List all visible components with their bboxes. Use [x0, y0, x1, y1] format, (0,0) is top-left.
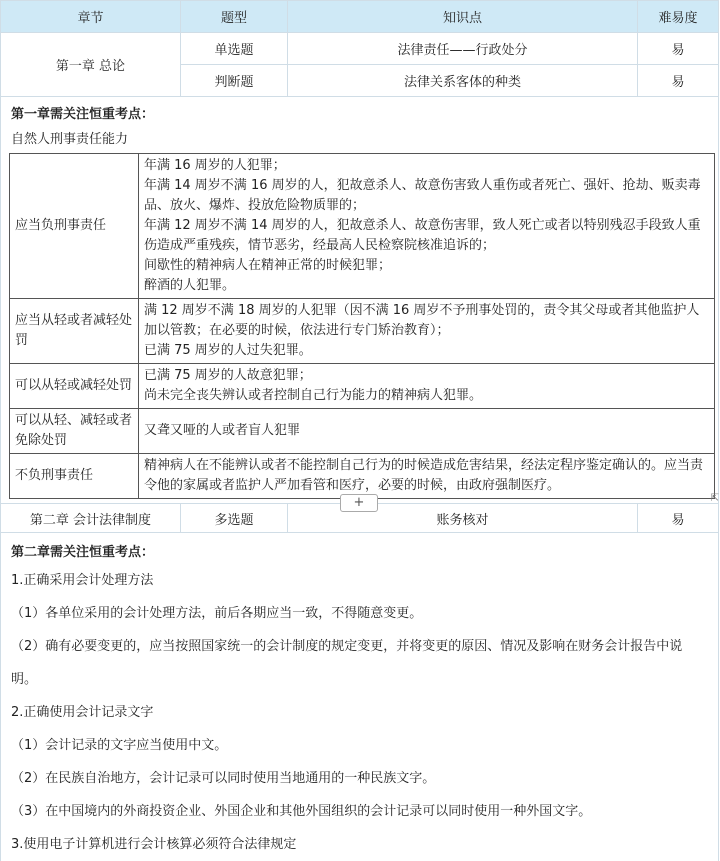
chapter2-notes: [1, 533, 719, 861]
row-level: 易: [638, 33, 719, 65]
liability-line: 满 12 周岁不满 18 周岁的人犯罪（因不满 16 周岁不予刑事处罚的，责令其父母或者其他监护人加以管教；在必要的时候，依法进行专门矫治教育）；: [144, 301, 709, 341]
row-level: 易: [638, 504, 719, 533]
liability-line: 尚未完全丧失辨认或者控制自己行为能力的精神病人犯罪。: [144, 386, 709, 406]
liability-line: 精神病人在不能辨认或者不能控制自己行为的时候造成危害结果，经法定程序鉴定确认的。应当责令他的家属或者监护人严加看管和医疗，必要的时候，由政府强制医疗。: [144, 456, 709, 496]
row-level: 易: [638, 65, 719, 97]
row-point: 法律关系客体的种类: [288, 65, 638, 97]
liability-line: 间歇性的精神病人在精神正常的时候犯罪；: [144, 256, 709, 276]
add-row-button[interactable]: +: [340, 494, 378, 512]
liability-row: [10, 454, 715, 499]
liability-key: 应当负刑事责任: [10, 154, 139, 299]
row-point: 法律责任——行政处分: [288, 33, 638, 65]
table-row: [1, 33, 719, 65]
chapter2-paragraph: （2）确有必要变更的，应当按照国家统一的会计制度的规定变更，并将变更的原因、情况及影响在财务会计报告中说明。: [1, 630, 718, 696]
table-header-row: [1, 1, 719, 33]
header-type: 题型: [181, 1, 288, 33]
chapter1-focus-title: 第一章需关注恒重考点：: [1, 97, 718, 126]
header-level: 难易度: [638, 1, 719, 33]
row-type: 多选题: [181, 504, 288, 533]
liability-desc: [139, 364, 715, 409]
chapter2-name: 第二章 会计法律制度: [1, 504, 181, 533]
liability-line: 已满 75 周岁的人故意犯罪；: [144, 366, 709, 386]
chapter2-paragraph: 1.正确采用会计处理方法: [1, 564, 718, 597]
liability-line: 已满 75 周岁的人过失犯罪。: [144, 341, 709, 361]
liability-desc: [139, 409, 715, 454]
row-type: 单选题: [181, 33, 288, 65]
header-point: 知识点: [288, 1, 638, 33]
liability-key: 应当从轻或者减轻处罚: [10, 299, 139, 364]
chapter2-paragraph: （1）各单位采用的会计处理方法，前后各期应当一致，不得随意变更。: [1, 597, 718, 630]
chapter1-notes: [1, 97, 719, 504]
chapter2-paragraph: （1）会计记录的文字应当使用中文。: [1, 729, 718, 762]
liability-line: 又聋又哑的人或者盲人犯罪: [144, 421, 709, 441]
chapter2-paragraph: 3.使用电子计算机进行会计核算必须符合法律规定: [1, 828, 718, 861]
liability-row: [10, 364, 715, 409]
liability-key: 可以从轻或减轻处罚: [10, 364, 139, 409]
resize-icon[interactable]: ⇱: [711, 493, 719, 504]
chapter1-subtitle: 自然人刑事责任能力: [1, 126, 718, 153]
chapter1-notes-row: [1, 97, 719, 504]
liability-row: [10, 154, 715, 299]
liability-table: [9, 153, 715, 499]
row-type: 判断题: [181, 65, 288, 97]
chapter1-name: 第一章 总论: [1, 33, 181, 97]
chapter2-notes-row: [1, 533, 719, 861]
liability-line: 年满 16 周岁的人犯罪；: [144, 156, 709, 176]
row-point: 账务核对: [288, 504, 638, 533]
liability-key: 可以从轻、减轻或者免除处罚: [10, 409, 139, 454]
liability-line: 年满 12 周岁不满 14 周岁的人，犯故意杀人、故意伤害罪，致人死亡或者以特别残忍手段致人重伤造成严重残疾，情节恶劣，经最高人民检察院核准追诉的；: [144, 216, 709, 256]
liability-line: 醉酒的人犯罪。: [144, 276, 709, 296]
chapter2-paragraph: 2.正确使用会计记录文字: [1, 696, 718, 729]
liability-row: [10, 409, 715, 454]
chapter2-paragraph: （2）在民族自治地方，会计记录可以同时使用当地通用的一种民族文字。: [1, 762, 718, 795]
liability-key: 不负刑事责任: [10, 454, 139, 499]
chapter2-paragraph: （3）在中国境内的外商投资企业、外国企业和其他外国组织的会计记录可以同时使用一种外国文字。: [1, 795, 718, 828]
chapter2-focus-title: 第二章需关注恒重考点：: [1, 533, 718, 564]
liability-row: [10, 299, 715, 364]
liability-desc: [139, 454, 715, 499]
header-chapter: 章节: [1, 1, 181, 33]
liability-line: 年满 14 周岁不满 16 周岁的人，犯故意杀人、故意伤害致人重伤或者死亡、强奸、抢劫、贩卖毒品、放火、爆炸、投放危险物质罪的；: [144, 176, 709, 216]
liability-desc: [139, 299, 715, 364]
liability-desc: [139, 154, 715, 299]
